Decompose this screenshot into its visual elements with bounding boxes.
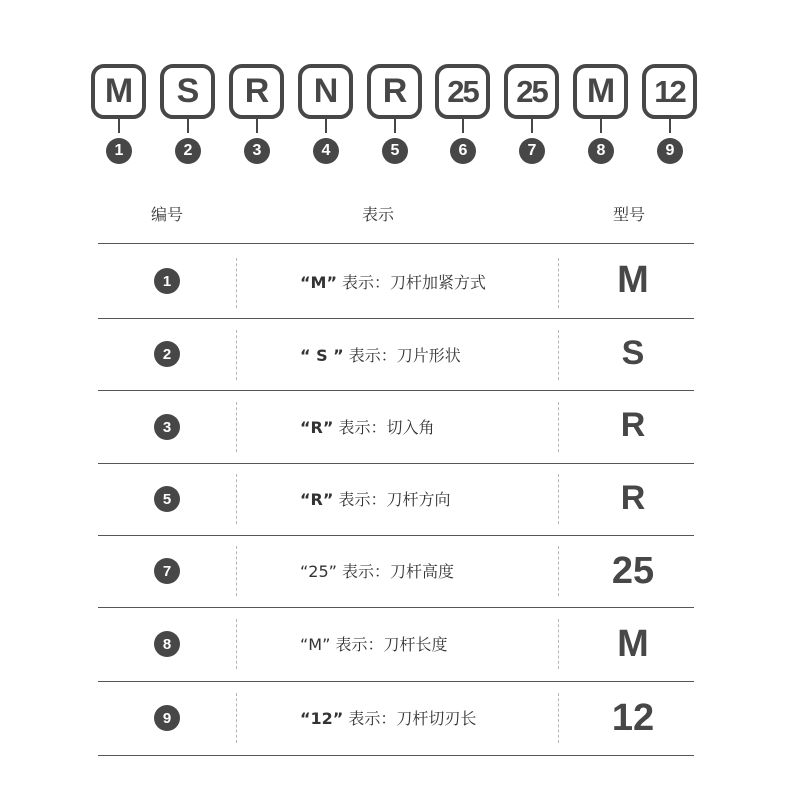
column-divider	[558, 258, 559, 308]
row-number-2: 2	[154, 341, 180, 367]
column-divider	[236, 474, 237, 524]
row-description-2	[300, 343, 461, 366]
connector-3	[256, 119, 258, 133]
code-number-8: 8	[588, 138, 614, 164]
row-desc-text: 表示：刀杆长度	[330, 635, 448, 654]
code-number-2: 2	[175, 138, 201, 164]
code-number-3: 3	[244, 138, 270, 164]
column-divider	[236, 402, 237, 452]
row-desc-text: 表示：刀杆切刃长	[343, 709, 477, 728]
table-line-top	[98, 243, 694, 244]
code-number-7: 7	[519, 138, 545, 164]
code-box-6: 25	[435, 64, 490, 119]
column-divider	[558, 619, 559, 669]
table-line	[98, 535, 694, 536]
code-number-5: 5	[382, 138, 408, 164]
code-number-9: 9	[657, 138, 683, 164]
row-code-quote: “M”	[300, 273, 337, 292]
code-number-1: 1	[106, 138, 132, 164]
row-code-quote: “12”	[300, 709, 344, 728]
connector-2	[187, 119, 189, 133]
row-desc-text: 表示：刀杆方向	[333, 490, 451, 509]
column-divider	[558, 546, 559, 596]
row-desc-text: 表示：刀片形状	[343, 346, 461, 365]
row-desc-text: 表示：刀杆加紧方式	[336, 273, 487, 292]
row-description-9	[300, 706, 476, 729]
connector-8	[600, 119, 602, 133]
connector-6	[462, 119, 464, 133]
row-code-quote: “ S ”	[300, 346, 344, 365]
row-number-9: 9	[154, 705, 180, 731]
row-number-1: 1	[154, 268, 180, 294]
table-line	[98, 390, 694, 391]
column-divider	[236, 693, 237, 743]
row-code-quote: “R”	[300, 490, 334, 509]
row-code-quote: “R”	[300, 418, 334, 437]
code-box-2: S	[160, 64, 215, 119]
table-line	[98, 681, 694, 682]
row-desc-text: 表示：切入角	[333, 418, 435, 437]
row-number-7: 7	[154, 558, 180, 584]
row-model-9: 12	[611, 697, 655, 739]
code-box-8: M	[573, 64, 628, 119]
code-box-1: M	[91, 64, 146, 119]
connector-1	[118, 119, 120, 133]
connector-4	[325, 119, 327, 133]
column-divider	[236, 619, 237, 669]
row-model-2: S	[621, 334, 645, 372]
code-box-4: N	[298, 64, 353, 119]
connector-9	[669, 119, 671, 133]
header-model: 型号	[612, 205, 646, 224]
header-number: 编号	[150, 205, 184, 224]
code-box-7: 25	[504, 64, 559, 119]
row-description-1	[300, 270, 486, 293]
column-divider	[558, 693, 559, 743]
table-line	[98, 463, 694, 464]
column-divider	[236, 330, 237, 380]
column-divider	[558, 402, 559, 452]
row-number-8: 8	[154, 631, 180, 657]
row-model-7: 25	[611, 550, 655, 592]
row-code-quote: “M”	[300, 635, 331, 654]
row-code-quote: “25”	[300, 562, 337, 581]
row-number-3: 3	[154, 414, 180, 440]
column-divider	[236, 546, 237, 596]
table-line	[98, 318, 694, 319]
code-box-3: R	[229, 64, 284, 119]
code-number-4: 4	[313, 138, 339, 164]
row-description-7	[300, 559, 454, 582]
code-box-5: R	[367, 64, 422, 119]
row-description-8	[300, 632, 447, 655]
column-divider	[236, 258, 237, 308]
header-meaning: 表示	[361, 205, 395, 224]
connector-7	[531, 119, 533, 133]
row-model-3: R	[620, 406, 646, 444]
connector-5	[394, 119, 396, 133]
row-desc-text: 表示：刀杆高度	[336, 562, 455, 581]
column-divider	[558, 474, 559, 524]
row-description-5	[300, 487, 450, 510]
row-model-5: R	[620, 479, 646, 517]
code-number-6: 6	[450, 138, 476, 164]
code-diagram	[0, 0, 800, 180]
row-model-8: M	[617, 623, 649, 665]
row-description-3	[300, 415, 434, 438]
table-line	[98, 607, 694, 608]
row-number-5: 5	[154, 486, 180, 512]
row-model-1: M	[617, 259, 649, 301]
column-divider	[558, 330, 559, 380]
table-line-bottom	[98, 755, 694, 756]
code-box-9: 12	[642, 64, 697, 119]
